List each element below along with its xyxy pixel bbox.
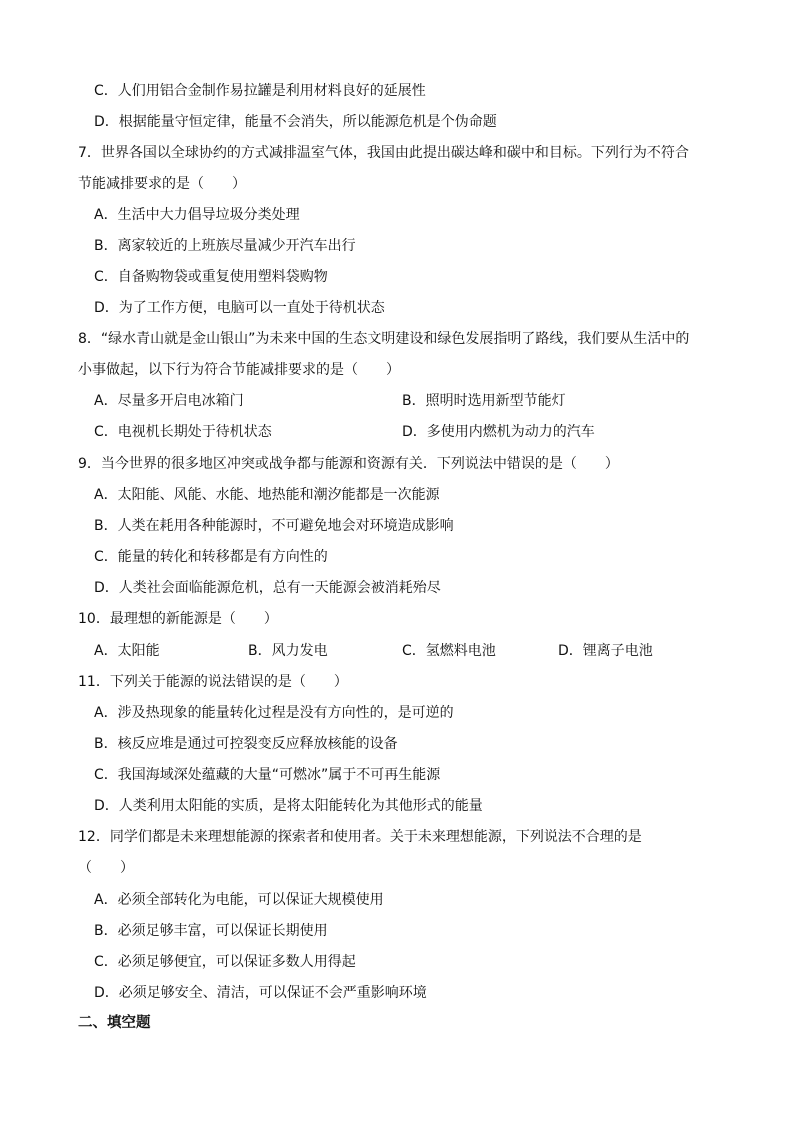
q9-option-b: B．人类在耗用各种能源时，不可避免地会对环境造成影响 [94, 518, 454, 534]
q10-stem: 10．最理想的新能源是（ ） [78, 611, 278, 627]
q7-option-b: B．离家较近的上班族尽量减少开汽车出行 [94, 238, 356, 254]
q9-option-c: C．能量的转化和转移都是有方向性的 [94, 549, 328, 565]
q12-option-a: A．必须全部转化为电能，可以保证大规模使用 [94, 892, 384, 908]
section-heading-fill-in: 二、填空题 [78, 1015, 151, 1031]
q11-option-b: B．核反应堆是通过可控裂变反应释放核能的设备 [94, 736, 398, 752]
q8-stem-line2: 小事做起，以下行为符合节能减排要求的是（ ） [78, 362, 400, 378]
q8-stem-line1: 8．“绿水青山就是金山银山”为未来中国的生态文明建设和绿色发展指明了路线，我们要从生活中的 [78, 331, 690, 347]
q12-stem-line2: （ ） [78, 860, 134, 876]
q8-option-a: A．尽量多开启电冰箱门 [94, 393, 244, 409]
q10-option-b: B．风力发电 [248, 643, 328, 659]
q8-option-b: B．照明时选用新型节能灯 [402, 393, 566, 409]
q8-option-d: D．多使用内燃机为动力的汽车 [402, 424, 595, 440]
q7-option-d: D．为了工作方便，电脑可以一直处于待机状态 [94, 300, 385, 316]
q12-option-b: B．必须足够丰富，可以保证长期使用 [94, 923, 328, 939]
q7-option-a: A．生活中大力倡导垃圾分类处理 [94, 207, 300, 223]
q10-option-d: D．锂离子电池 [558, 643, 653, 659]
q9-option-d: D．人类社会面临能源危机，总有一天能源会被消耗殆尽 [94, 580, 441, 596]
q7-stem-line2: 节能减排要求的是（ ） [78, 176, 246, 192]
q6-option-c: C．人们用铝合金制作易拉罐是利用材料良好的延展性 [94, 83, 426, 99]
q12-option-d: D．必须足够安全、清洁，可以保证不会严重影响环境 [94, 985, 427, 1001]
q11-stem: 11．下列关于能源的说法错误的是（ ） [78, 674, 348, 690]
q10-option-c: C．氢燃料电池 [402, 643, 496, 659]
q12-stem-line1: 12．同学们都是未来理想能源的探索者和使用者。关于未来理想能源，下列说法不合理的是 [78, 829, 642, 845]
q7-option-c: C．自备购物袋或重复使用塑料袋购物 [94, 269, 328, 285]
q12-option-c: C．必须足够便宜，可以保证多数人用得起 [94, 954, 356, 970]
q11-option-d: D．人类利用太阳能的实质，是将太阳能转化为其他形式的能量 [94, 798, 483, 814]
q9-option-a: A．太阳能、风能、水能、地热能和潮汐能都是一次能源 [94, 487, 440, 503]
q7-stem-line1: 7．世界各国以全球协约的方式减排温室气体，我国由此提出碳达峰和碳中和目标。下列行为不符合 [78, 145, 689, 161]
q6-option-d: D．根据能量守恒定律，能量不会消失，所以能源危机是个伪命题 [94, 114, 497, 130]
q8-option-c: C．电视机长期处于待机状态 [94, 424, 272, 440]
q11-option-c: C．我国海域深处蕴藏的大量“可燃冰”属于不可再生能源 [94, 767, 441, 783]
q10-option-a: A．太阳能 [94, 643, 160, 659]
q11-option-a: A．涉及热现象的能量转化过程是没有方向性的，是可逆的 [94, 705, 454, 721]
q9-stem: 9．当今世界的很多地区冲突或战争都与能源和资源有关．下列说法中错误的是（ ） [78, 456, 619, 472]
